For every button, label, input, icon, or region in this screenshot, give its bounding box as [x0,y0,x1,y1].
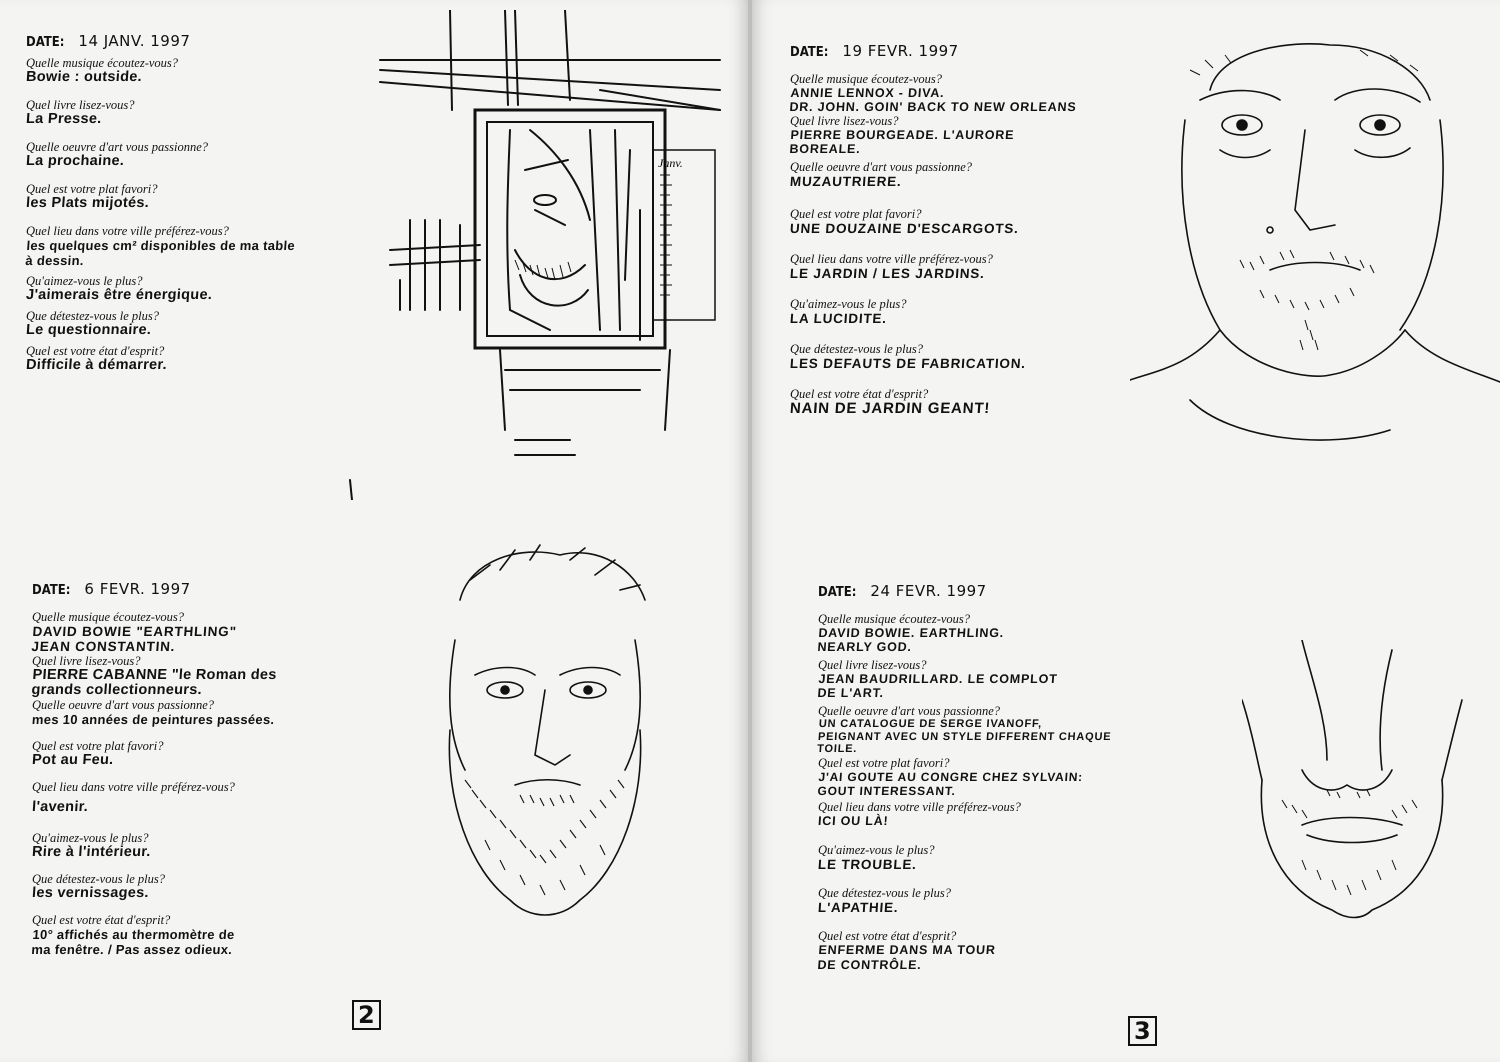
answer-art: mes 10 années de peintures passées. [31,712,275,727]
entry-2 [32,580,332,957]
question-love: Qu'aimez-vous le plus? [32,831,149,845]
question-dish: Quel est votre plat favori? [32,739,164,753]
answer-hate: les vernissages. [31,885,150,901]
question-book: Quel livre lisez-vous? [818,658,927,672]
date-label: DATE: [790,45,829,60]
answer-art: La prochaine. [25,153,125,169]
question-hate: Que détestez-vous le plus? [32,872,165,886]
entry-date: 14 JANV. 1997 [78,32,191,50]
answer-mood: 10° affichés au thermomètre de ma fenêtre. / Pas assez odieux. [30,927,236,957]
answer-hate: LES DEFAUTS DE FABRICATION. [789,356,1027,371]
entry-3 [790,42,1130,416]
question-music: Quelle musique écoutez-vous? [818,612,971,626]
answer-place: l'avenir. [31,799,89,815]
left-page [0,0,748,1062]
question-love: Qu'aimez-vous le plus? [790,297,907,311]
answer-dish: J'AI GOUTE AU CONGRE CHEZ SYLVAIN: GOUT INTERESSANT. [817,769,1084,798]
question-love: Qu'aimez-vous le plus? [26,274,143,288]
answer-dish: les Plats mijotés. [25,195,150,211]
answer-book: La Presse. [25,111,103,127]
answer-dish: UNE DOUZAINE D'ESCARGOTS. [789,221,1020,236]
question-hate: Que détestez-vous le plus? [818,885,951,900]
answer-book: PIERRE BOURGEADE. L'AURORE BOREALE. [789,128,1015,156]
answer-book: PIERRE CABANNE "le Roman des grands collectionneurs. [30,667,278,698]
answer-music: DAVID BOWIE. EARTHLING. NEARLY GOD. [817,626,1005,654]
question-mood: Quel est votre état d'esprit? [818,928,957,943]
entry-date: 6 FEVR. 1997 [84,580,191,598]
date-label: DATE: [26,35,65,50]
question-dish: Quel est votre plat favori? [790,207,922,221]
question-book: Quel livre lisez-vous? [32,654,141,668]
page-number: 3 [1128,1016,1157,1046]
answer-place: ICI OU LÀ! [817,813,890,828]
question-book: Quel livre lisez-vous? [790,114,899,128]
answer-music: Bowie : outside. [25,69,143,85]
question-place: Quel lieu dans votre ville préférez-vous? [26,224,229,238]
question-book: Quel livre lisez-vous? [26,98,135,112]
answer-art: MUZAUTRIERE. [789,174,903,189]
date-label: DATE: [32,583,71,598]
question-hate: Que détestez-vous le plus? [790,342,923,356]
question-art: Quelle oeuvre d'art vous passionne? [818,704,1001,718]
bearded-portrait-sketch [410,540,680,930]
question-music: Quelle musique écoutez-vous? [790,72,943,86]
question-dish: Quel est votre plat favori? [26,182,158,196]
calendar-label: Janv. [658,156,683,170]
date-label: DATE: [818,585,857,600]
answer-place: LE JARDIN / LES JARDINS. [789,266,986,281]
question-art: Quelle oeuvre d'art vous passionne? [26,140,209,154]
entry-date: 24 FEVR. 1997 [870,582,987,600]
question-love: Qu'aimez-vous le plus? [818,842,935,857]
question-mood: Quel est votre état d'esprit? [790,387,929,401]
answer-hate: L'APATHIE. [817,899,899,915]
question-music: Quelle musique écoutez-vous? [32,610,185,624]
window-mirror-sketch [340,10,730,500]
answer-love: J'aimerais être énergique. [25,287,213,303]
question-dish: Quel est votre plat favori? [818,755,950,770]
answer-dish: Pot au Feu. [31,752,115,768]
question-art: Quelle oeuvre d'art vous passionne? [790,160,973,174]
question-art: Quelle oeuvre d'art vous passionne? [32,698,215,712]
entry-1 [26,32,356,373]
question-mood: Quel est votre état d'esprit? [32,913,171,927]
answer-music: DAVID BOWIE "EARTHLING" JEAN CONSTANTIN. [30,624,238,654]
question-place: Quel lieu dans votre ville préférez-vous? [818,799,1021,814]
answer-love: Rire à l'intérieur. [31,844,152,860]
answer-book: JEAN BAUDRILLARD. LE COMPLOT DE L'ART. [817,672,1059,700]
answer-hate: Le questionnaire. [25,322,152,338]
answer-music: ANNIE LENNOX - DIVA. DR. JOHN. GOIN' BACK TO NEW ORLEANS [789,86,1078,114]
question-place: Quel lieu dans votre ville préférez-vous? [790,252,993,266]
entry-date: 19 FEVR. 1997 [842,42,959,60]
answer-love: LE TROUBLE. [817,856,918,872]
answer-place: les quelques cm² disponibles de ma table à dessin. [24,238,296,268]
answer-love: LA LUCIDITE. [789,311,888,326]
large-face-sketch [1130,30,1500,460]
question-hate: Que détestez-vous le plus? [26,309,159,323]
question-mood: Quel est votre état d'esprit? [26,344,165,358]
answer-mood: NAIN DE JARDIN GEANT! [789,400,991,417]
entry-4 [818,582,1158,973]
question-music: Quelle musique écoutez-vous? [26,56,179,70]
answer-mood: ENFERME DANS MA TOUR DE CONTRÔLE. [817,942,997,972]
answer-mood: Difficile à démarrer. [25,357,168,373]
question-place: Quel lieu dans votre ville préférez-vous? [32,780,235,794]
right-page [752,0,1500,1062]
page-number: 2 [352,1000,381,1030]
lower-face-sketch [1242,640,1472,930]
answer-art: UN CATALOGUE DE SERGE IVANOFF, PEIGNANT AVEC UN STYLE DIFFERENT CHAQUE TOILE. [816,718,1112,755]
